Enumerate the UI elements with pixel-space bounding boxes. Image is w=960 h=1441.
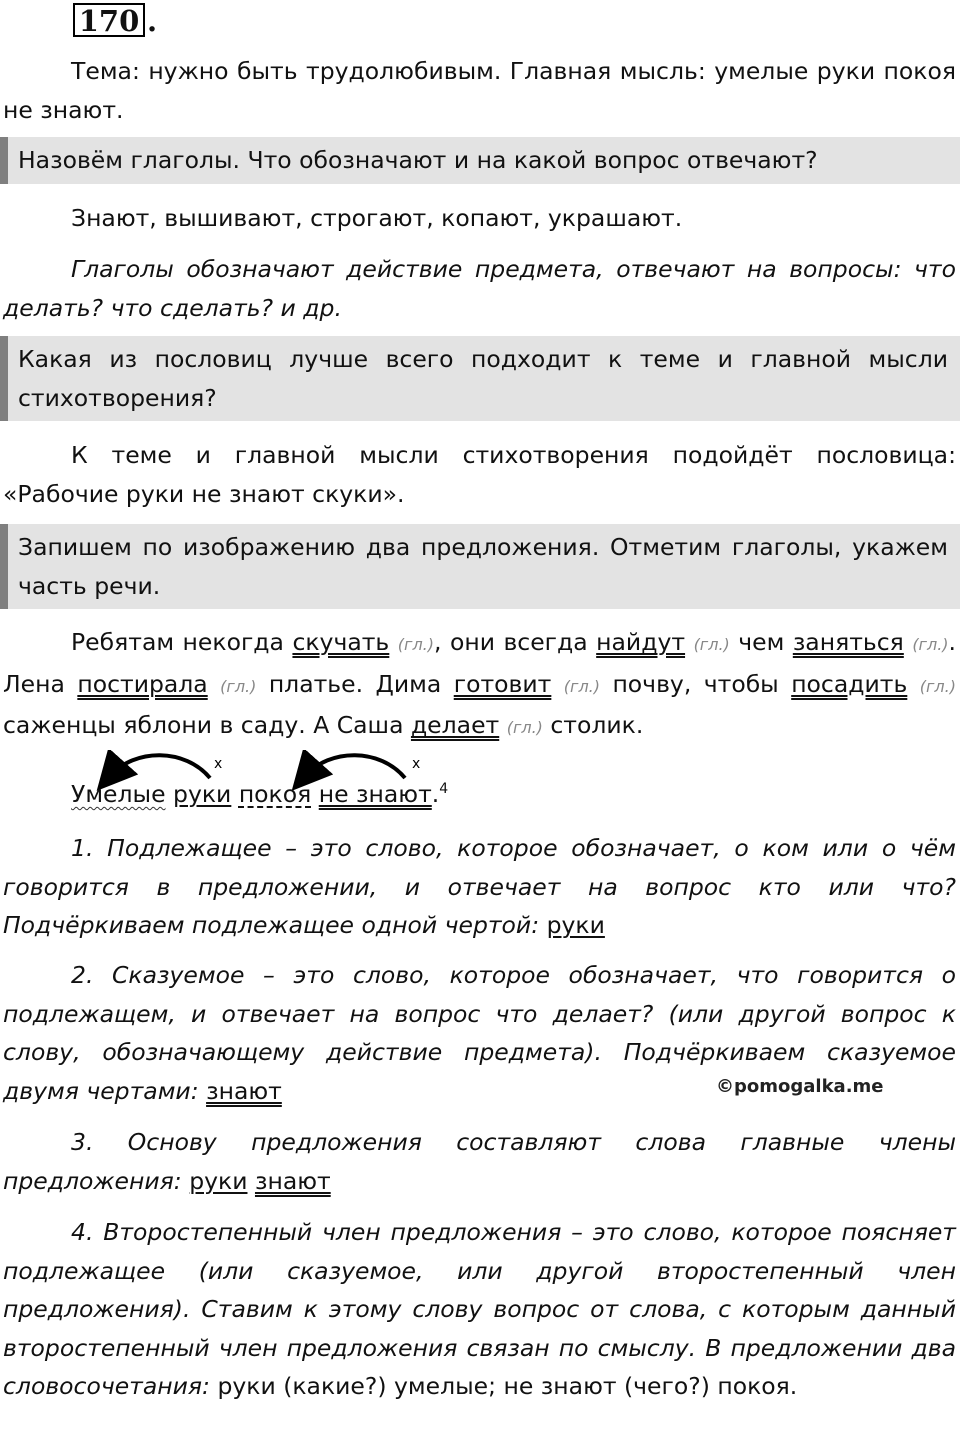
- paragraph-secondary-text: 4. Второстепенный член предложения – это слово, которое поясняет подлежащее (или сказуемое, или другой второстепенный член предложения). Ставим к этому слову вопрос от слова, с которым данный второстепенный член предложения связан по смыслу. В предложении два словосочетания:: [3, 1218, 956, 1400]
- exercise-number-dot: .: [147, 4, 158, 38]
- paragraph-basis: [3, 1123, 956, 1200]
- subject-example: руки: [546, 911, 605, 939]
- question-1: [0, 137, 960, 184]
- predicate-word: не знают: [318, 780, 432, 808]
- verb: посадить: [791, 669, 908, 698]
- sentence-end: .: [431, 780, 440, 808]
- text: Ребятам некогда: [71, 628, 293, 656]
- paragraph-verbs-text: Знают, вышивают, строгают, копают, украшают.: [71, 204, 683, 232]
- part-of-speech-mark: (гл.): [506, 718, 543, 737]
- verb: найдут: [596, 628, 686, 656]
- basis-subject: руки: [189, 1166, 248, 1195]
- paragraph-basis-text: 3. Основу предложения составляют слова главные члены предложения:: [3, 1128, 956, 1195]
- footnote-number: 4: [439, 781, 449, 798]
- part-of-speech-mark: (гл.): [693, 635, 730, 654]
- subject-word: руки: [173, 780, 232, 808]
- verb: постирала: [77, 669, 208, 698]
- arrow-1-mark: x: [214, 756, 223, 772]
- verb: скучать: [292, 628, 390, 656]
- paragraph-secondary: [3, 1213, 956, 1406]
- question-1-text: Назовём глаголы. Что обозначают и на какой вопрос отвечают?: [18, 146, 818, 174]
- paragraph-theme: [3, 52, 956, 129]
- exercise-number: 170: [73, 3, 145, 37]
- text: чем: [729, 628, 793, 656]
- part-of-speech-mark: (гл.): [220, 676, 257, 696]
- attribute-word: Умелые: [71, 780, 166, 808]
- verb: готовит: [453, 669, 552, 698]
- watermark: ©pomogalka.me: [716, 1076, 884, 1097]
- question-3: [0, 524, 960, 609]
- text: почву, чтобы: [600, 669, 792, 698]
- paragraph-verbs: [3, 199, 956, 238]
- text: столик.: [542, 711, 644, 739]
- arrow-2-mark: x: [412, 756, 421, 772]
- question-3-text: Запишем по изображению два предложения. Отметим глаголы, укажем часть речи.: [18, 533, 948, 600]
- part-of-speech-mark: (гл.): [397, 635, 434, 654]
- paragraph-sentences: [3, 623, 956, 748]
- paragraph-proverb-text: К теме и главной мысли стихотворения подойдёт пословица: «Рабочие руки не знают скуки».: [3, 441, 956, 508]
- sentence-analysis: [3, 775, 956, 814]
- basis-predicate: знают: [254, 1166, 331, 1195]
- paragraph-subject-text: 1. Подлежащее – это слово, которое обозначает, о ком или о чём говорится в предложении, и отвечает на вопрос кто или что? Подчёркиваем подлежащее одной чертой:: [3, 834, 956, 939]
- text: . Лена: [3, 628, 956, 698]
- paragraph-proverb: [3, 436, 956, 513]
- paragraph-secondary-phrases: руки (какие?) умелые; не знают (чего?) покоя.: [217, 1372, 798, 1400]
- text: , они всегда: [434, 628, 597, 656]
- object-word: покоя: [238, 780, 312, 808]
- verb: делает: [410, 711, 500, 739]
- paragraph-subject: [3, 829, 956, 945]
- part-of-speech-mark: (гл.): [563, 676, 600, 696]
- question-2-text: Какая из пословиц лучше всего подходит к теме и главной мысли стихотворения?: [18, 345, 948, 412]
- paragraph-predicate-text: 2. Сказуемое – это слово, которое обозначает, что говорится о подлежащем, и отвечает на вопрос что делает? (или другой вопрос к слову, обозначающему действие предмета). Подчёркиваем сказуемое двумя чертами:: [3, 961, 956, 1105]
- part-of-speech-mark: (гл.): [919, 676, 956, 696]
- predicate-example: знают: [206, 1076, 282, 1105]
- verb: заняться: [792, 628, 904, 656]
- paragraph-verbs-meaning-text: Глаголы обозначают действие предмета, отвечают на вопросы: что делать? что сделать? и др.: [3, 255, 956, 322]
- paragraph-theme-text: Тема: нужно быть трудолюбивым. Главная мысль: умелые руки покоя не знают.: [3, 57, 956, 124]
- question-2: [0, 336, 960, 421]
- text: платье. Дима: [256, 669, 454, 698]
- paragraph-verbs-meaning: [3, 250, 956, 327]
- part-of-speech-mark: (гл.): [912, 635, 949, 654]
- text: саженцы яблони в саду. А Саша: [3, 711, 411, 739]
